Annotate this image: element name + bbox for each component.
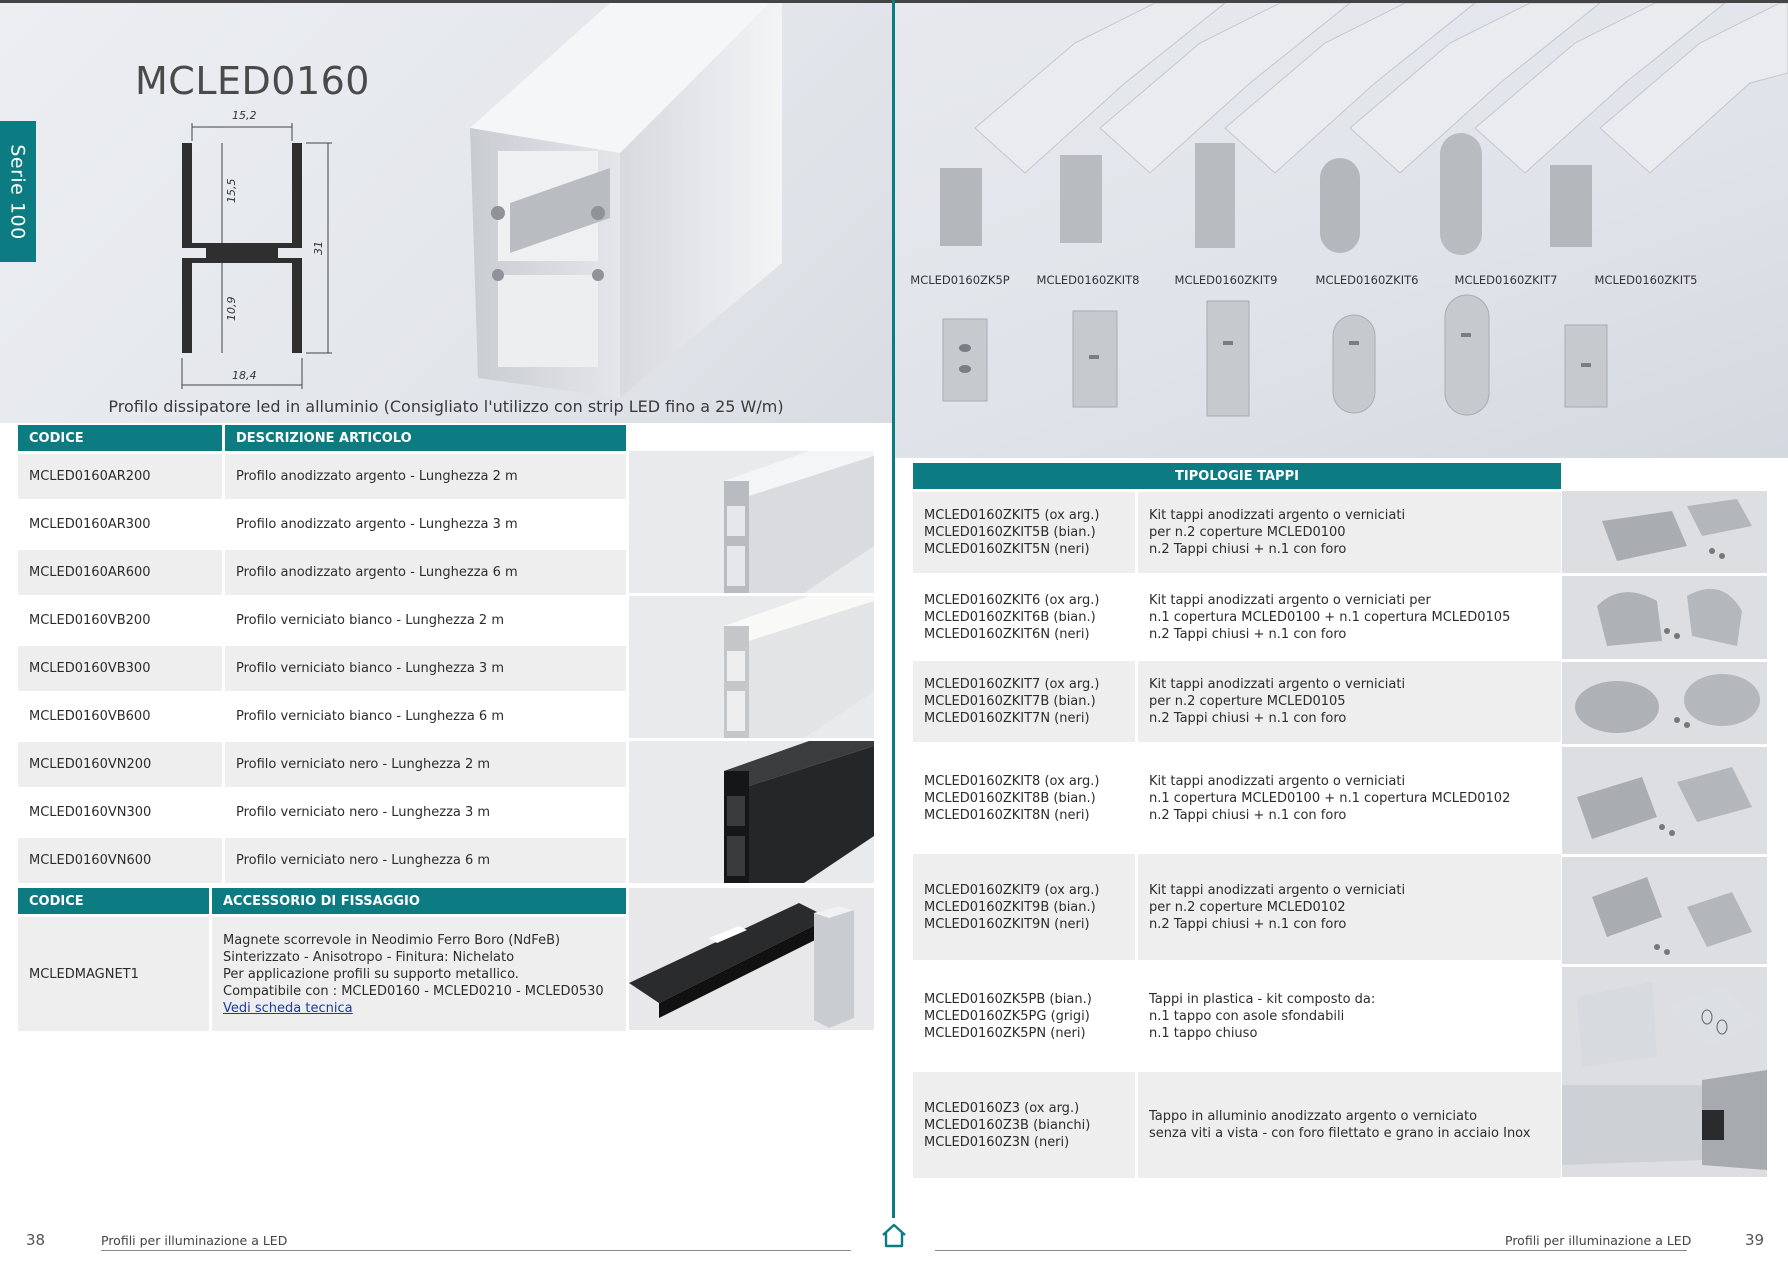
thumb-kit5	[1562, 491, 1767, 573]
row-code: MCLED0160VB200	[18, 598, 222, 643]
row-description: Profilo verniciato bianco - Lunghezza 2 m	[225, 598, 626, 643]
table-row	[18, 502, 626, 547]
table-row	[18, 550, 626, 595]
cap-label: MCLED0160ZKIT7	[1454, 273, 1558, 287]
table-row	[18, 790, 626, 835]
cap-label: MCLED0160ZKIT9	[1174, 273, 1278, 287]
row-code: MCLED0160VN300	[18, 790, 222, 835]
row-description: Profilo anodizzato argento - Lunghezza 2 m	[225, 454, 626, 499]
profile-section-drawing	[170, 103, 340, 393]
caps-table	[910, 460, 1564, 1181]
thumb-magnet	[629, 888, 874, 1030]
footer-rule-right	[935, 1250, 1687, 1251]
row-code: MCLED0160VN600	[18, 838, 222, 883]
series-tab: Serie 100	[0, 121, 36, 262]
row-code: MCLED0160VB300	[18, 646, 222, 691]
cap-label: MCLED0160ZKIT8	[1036, 273, 1140, 287]
table-row	[913, 745, 1561, 851]
thumb-white-profile	[629, 596, 874, 738]
table-row	[18, 454, 626, 499]
header-description: DESCRIZIONE ARTICOLO	[225, 425, 626, 451]
articles-table	[15, 422, 629, 886]
row-codes: MCLED0160ZKIT5 (ox arg.) MCLED0160ZKIT5B (bian.) MCLED0160ZKIT5N (neri)	[913, 492, 1135, 573]
row-description: Profilo verniciato bianco - Lunghezza 3 m	[225, 646, 626, 691]
footer-text-left: Profili per illuminazione a LED	[101, 1233, 288, 1248]
table-row	[913, 854, 1561, 960]
row-codes: MCLED0160ZKIT6 (ox arg.) MCLED0160ZKIT6B (bian.) MCLED0160ZKIT6N (neri)	[913, 576, 1135, 658]
row-description: Kit tappi anodizzati argento o verniciati per n.2 coperture MCLED0102 n.2 Tappi chiusi + n.1 con foro	[1138, 854, 1561, 960]
accessory-code: MCLEDMAGNET1	[18, 917, 209, 1031]
model-title: MCLED0160	[135, 59, 370, 103]
table-header-row	[18, 888, 626, 914]
row-codes: MCLED0160ZKIT8 (ox arg.) MCLED0160ZKIT8B (bian.) MCLED0160ZKIT8N (neri)	[913, 745, 1135, 851]
dim-lower-chamber: 10,9	[225, 296, 238, 321]
row-description: Tappi in plastica - kit composto da: n.1 tappo con asole sfondabili n.1 tappo chiuso	[1138, 963, 1561, 1069]
accessory-table	[15, 885, 629, 1034]
footer-rule-left	[101, 1250, 851, 1251]
end-caps-render	[895, 3, 1788, 458]
cap-label: MCLED0160ZK5P	[910, 273, 1010, 287]
page-number-left: 38	[26, 1231, 46, 1249]
table-row	[913, 492, 1561, 573]
row-description: Tappo in alluminio anodizzato argento o verniciato senza viti a vista - con foro filettato e grano in acciaio Inox	[1138, 1072, 1561, 1178]
row-description: Kit tappi anodizzati argento o verniciati per n.2 coperture MCLED0105 n.2 Tappi chiusi + n.1 con foro	[1138, 661, 1561, 742]
row-codes: MCLED0160ZK5PB (bian.) MCLED0160ZK5PG (grigi) MCLED0160ZK5PN (neri)	[913, 963, 1135, 1069]
hero-caption: Profilo dissipatore led in alluminio (Consigliato l'utilizzo con strip LED fino a 25 W/m)	[108, 397, 784, 416]
thumb-kit9	[1562, 857, 1767, 964]
accessory-description: Magnete scorrevole in Neodimio Ferro Boro (NdFeB) Sinterizzato - Anisotropo - Finitura: Nichelato Per applicazione profili su supporto metallico. Compatibile con : MCLED0160 - MCLED0210 - MCLED0530 Vedi scheda tecnica	[212, 917, 626, 1031]
row-description: Profilo anodizzato argento - Lunghezza 6 m	[225, 550, 626, 595]
thumb-kit7	[1562, 662, 1767, 744]
row-code: MCLED0160AR300	[18, 502, 222, 547]
row-description: Profilo verniciato nero - Lunghezza 3 m	[225, 790, 626, 835]
thumb-kit6	[1562, 576, 1767, 659]
table-row	[18, 694, 626, 739]
page-number-right: 39	[1745, 1231, 1765, 1249]
row-codes: MCLED0160Z3 (ox arg.) MCLED0160Z3B (bianchi) MCLED0160Z3N (neri)	[913, 1072, 1135, 1178]
row-description: Profilo verniciato nero - Lunghezza 6 m	[225, 838, 626, 883]
row-description: Kit tappi anodizzati argento o verniciati n.1 copertura MCLED0100 + n.1 copertura MCLED0102 n.2 Tappi chiusi + n.1 con foro	[1138, 745, 1561, 851]
dim-width-top: 15,2	[232, 109, 257, 122]
datasheet-link[interactable]: Vedi scheda tecnica	[223, 1000, 353, 1016]
profile-3d-render	[470, 3, 892, 403]
thumb-plastic-caps	[1562, 967, 1767, 1074]
row-code: MCLED0160VB600	[18, 694, 222, 739]
footer-text-right: Profili per illuminazione a LED	[1505, 1233, 1692, 1248]
table-row	[913, 963, 1561, 1069]
home-icon[interactable]	[880, 1222, 908, 1248]
dim-height: 31	[312, 241, 325, 255]
row-codes: MCLED0160ZKIT9 (ox arg.) MCLED0160ZKIT9B (bian.) MCLED0160ZKIT9N (neri)	[913, 854, 1135, 960]
table-row	[913, 576, 1561, 658]
row-description: Profilo verniciato nero - Lunghezza 2 m	[225, 742, 626, 787]
table-row	[913, 661, 1561, 742]
row-code: MCLED0160AR200	[18, 454, 222, 499]
row-code: MCLED0160AR600	[18, 550, 222, 595]
right-hero	[895, 3, 1788, 458]
thumb-silver-profile	[629, 451, 874, 593]
row-code: MCLED0160VN200	[18, 742, 222, 787]
table-row	[18, 598, 626, 643]
row-description: Profilo anodizzato argento - Lunghezza 3 m	[225, 502, 626, 547]
thumb-aluminium-cap	[1562, 1070, 1767, 1177]
left-hero	[0, 3, 892, 423]
row-description: Profilo verniciato bianco - Lunghezza 6 m	[225, 694, 626, 739]
header-code: CODICE	[18, 425, 222, 451]
table-row	[18, 646, 626, 691]
table-row	[18, 917, 626, 1031]
table-header-row	[913, 463, 1561, 489]
cap-label: MCLED0160ZKIT5	[1594, 273, 1698, 287]
thumb-kit8	[1562, 747, 1767, 854]
cap-label: MCLED0160ZKIT6	[1315, 273, 1419, 287]
row-description: Kit tappi anodizzati argento o verniciati per n.2 coperture MCLED0100 n.2 Tappi chiusi + n.1 con foro	[1138, 492, 1561, 573]
header-code: CODICE	[18, 888, 209, 914]
table-row	[18, 742, 626, 787]
dim-upper-chamber: 15,5	[225, 178, 238, 203]
row-codes: MCLED0160ZKIT7 (ox arg.) MCLED0160ZKIT7B (bian.) MCLED0160ZKIT7N (neri)	[913, 661, 1135, 742]
row-description: Kit tappi anodizzati argento o verniciati per n.1 copertura MCLED0100 + n.1 copertura MCLED0105 n.2 Tappi chiusi + n.1 con foro	[1138, 576, 1561, 658]
dim-width-bottom: 18,4	[232, 369, 257, 382]
table-row	[18, 838, 626, 883]
caps-table-title: TIPOLOGIE TAPPI	[913, 463, 1561, 489]
thumb-black-profile	[629, 741, 874, 883]
header-accessory: ACCESSORIO DI FISSAGGIO	[212, 888, 626, 914]
table-row	[913, 1072, 1561, 1178]
table-header-row	[18, 425, 626, 451]
